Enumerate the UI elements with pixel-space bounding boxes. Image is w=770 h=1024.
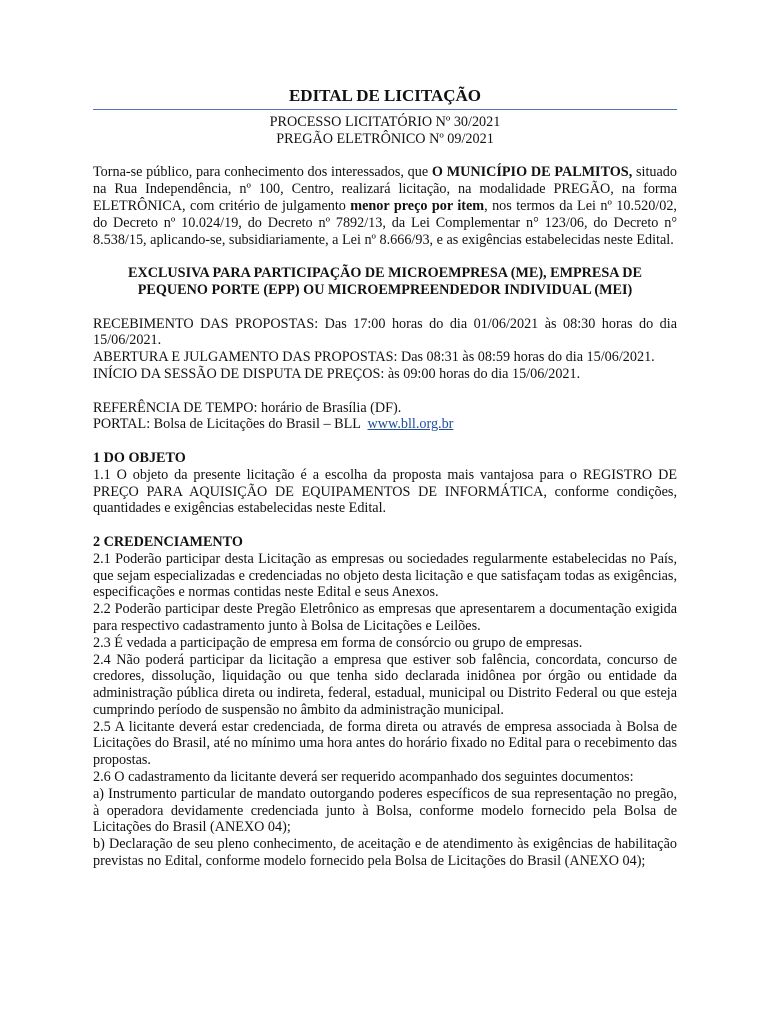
paragraph-1-1: 1.1 O objeto da presente licitação é a escolha da proposta mais vantajosa para o REGISTRO DE PREÇO PARA AQUISIÇÃO DE EQUIPAMENTOS DE INFORMÁTICA, conforme condições, quantidades e exigências estabelecidas neste Edital.: [93, 466, 677, 517]
spacer: [93, 148, 677, 165]
spacer: [93, 517, 677, 534]
schedule-session: INÍCIO DA SESSÃO DE DISPUTA DE PREÇOS: às 09:00 horas do dia 15/06/2021.: [93, 365, 581, 382]
paragraph-2-1: 2.1 Poderão participar desta Licitação as empresas ou sociedades regularmente estabelecidas no País, que sejam especializadas e credenciadas no objeto desta licitação e que satisfaçam todas as exigências, especificações e normas contidas neste Edital e seus Anexos.: [93, 550, 677, 601]
intro-text-2: situado na Rua Independência, nº 100, Centro, realizará licitação, na modalidade PREGÃO, na forma ELETRÔNICA, com critério de julgamento: [93, 164, 677, 214]
paragraph-2-6-b: b) Declaração de seu pleno conhecimento, de aceitação e de atendimento às exigências de habilitação previstas no Edital, conforme modelo fornecido pela Bolsa de Licitações do Brasil (ANEXO 04);: [93, 836, 677, 870]
intro-paragraph: [93, 164, 677, 248]
paragraph-2-3: 2.3 É vedada a participação de empresa em forma de consórcio ou grupo de empresas.: [93, 634, 583, 651]
portal-label: PORTAL: Bolsa de Licitações do Brasil – BLL: [93, 416, 368, 433]
section-heading-object: 1 DO OBJETO: [93, 449, 186, 466]
judgment-criterion: menor preço por item: [350, 197, 485, 214]
paragraph-2-6-a: a) Instrumento particular de mandato outorgando poderes específicos de sua representação no pregão, à operadora devidamente credenciada junto à Bolsa, conforme modelo fornecido pela Bolsa de Licitações do Brasil (ANEXO 04);: [93, 785, 677, 836]
portal-line: [93, 416, 677, 433]
spacer: [93, 433, 677, 450]
paragraph-2-5: 2.5 A licitante deverá estar credenciada, de forma direta ou através de empresa associada à Bolsa de Licitações do Brasil, até no mínimo uma hora antes do horário fixado no Edital para o recebimento das propostas.: [93, 718, 677, 769]
spacer: [93, 299, 677, 316]
time-reference: REFERÊNCIA DE TEMPO: horário de Brasília (DF).: [93, 399, 402, 416]
auction-number: PREGÃO ELETRÔNICO Nº 09/2021: [276, 130, 494, 147]
process-number: PROCESSO LICITATÓRIO Nº 30/2021: [269, 114, 501, 130]
paragraph-2-4: 2.4 Não poderá participar da licitação a empresa que estiver sob falência, concordata, concurso de credores, dissolução, liquidação ou que tenha sido declarada inidônea por órgão ou entidade da administração pública direta ou indireta, federal, estadual, municipal ou Distrito Federal ou que esteja cumprindo período de suspensão no âmbito da administração municipal.: [93, 651, 677, 718]
document-page: [93, 86, 677, 870]
schedule-receipt: RECEBIMENTO DAS PROPOSTAS: Das 17:00 horas do dia 01/06/2021 às 08:30 horas do dia 15/06/2021.: [93, 315, 677, 349]
portal-link[interactable]: www.bll.org.br: [367, 416, 454, 433]
spacer: [93, 248, 677, 265]
schedule-opening: ABERTURA E JULGAMENTO DAS PROPOSTAS: Das 08:31 às 08:59 horas do dia 15/06/2021.: [93, 349, 655, 366]
paragraph-2-2: 2.2 Poderão participar deste Pregão Eletrônico as empresas que apresentarem a documentação exigida para respectivo cadastramento junto à Bolsa de Licitações e Leilões.: [93, 601, 677, 634]
section-heading-credentialing: 2 CREDENCIAMENTO: [93, 533, 243, 550]
exclusive-notice: EXCLUSIVA PARA PARTICIPAÇÃO DE MICROEMPRESA (ME), EMPRESA DE PEQUENO PORTE (EPP) OU MICROEMPREENDEDOR INDIVIDUAL (MEI): [128, 265, 642, 298]
spacer: [93, 383, 677, 400]
document-title: EDITAL DE LICITAÇÃO: [93, 86, 677, 110]
intro-text-1: Torna-se público, para conhecimento dos interessados, que: [93, 164, 432, 181]
paragraph-2-6: 2.6 O cadastramento da licitante deverá ser requerido acompanhado dos seguintes documentos:: [93, 769, 634, 786]
municipality-name: O MUNICÍPIO DE PALMITOS,: [431, 164, 633, 181]
intro-text-3: , nos termos da Lei nº 10.520/02, do Decreto nº 10.024/19, do Decreto nº 7892/13, da Lei Complementar n° 123/06, do Decreto n° 8.538/15, aplicando-se, subsidiariamente, a Lei nº 8.666/93, e as exigências estabelecidas neste Edital.: [93, 197, 677, 248]
